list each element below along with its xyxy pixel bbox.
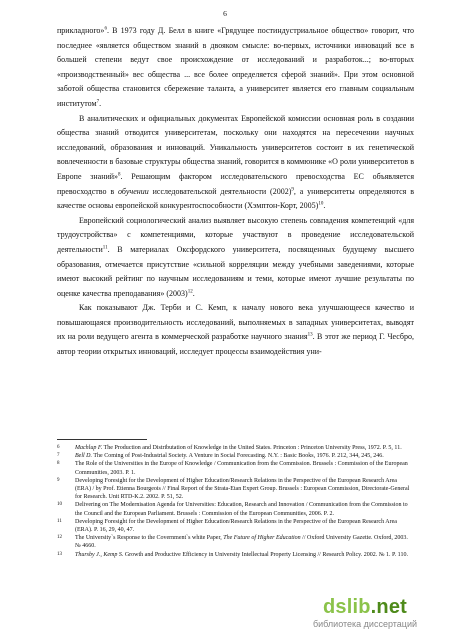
footnote-number: 8 xyxy=(57,461,60,467)
footnote-number: 6 xyxy=(57,445,60,450)
footnote-ref: 11 xyxy=(102,245,108,251)
footnote-text xyxy=(75,534,414,550)
text-run: Delivering on The Modernisation Agenda for Universities: Education, Research and Innovation / Communication from the Commission to the Council and the European Parliament. Brussels : Commission of the European Communities, 2006. P. 2. xyxy=(75,502,408,517)
page-number: 6 xyxy=(223,9,227,18)
footnote xyxy=(57,518,414,534)
footnote xyxy=(57,501,414,517)
text-run: исследовательской деятельности (2002) xyxy=(148,186,292,196)
paragraph xyxy=(57,112,414,214)
text-run: . xyxy=(192,288,195,298)
text-run: // Oxford University Gazette. Oxford, 2003. № 4660. xyxy=(75,535,408,550)
text-run: The Coming of Post-Industrial Society. A Venture in Social Forecasting. N.Y. : Basic Books, 1976. P. 212, 344, 245, 246. xyxy=(92,453,384,460)
italic-text: Machlup F. xyxy=(75,445,103,451)
text-run: The Production and Distributation of Knowledge in the United States. Princeton : Princeton University Press, 1972. P. 5, 11. xyxy=(102,445,402,451)
footnote xyxy=(57,534,414,550)
footnote-text xyxy=(75,452,414,460)
text-run: Developing Foresight for the Development of Higher Education/Research Relations in the Perspective of the European Research Area (ERA) / by Prof. Etienna Bourgeois // Final Report of the Strata-Etan Expert Group. Brussels : European Commission, Directorate-General for Research. Unit RTD-K.2. 2002. P. 51, 52. xyxy=(75,477,410,501)
footnote xyxy=(57,444,414,452)
footnote-ref: 10 xyxy=(318,201,324,207)
text-run: The University`s Response to the Covernment`s white Paper, xyxy=(75,535,224,542)
text-run: . Решающим фактором исследовательского превосходства ЕС объявляется превосходство в xyxy=(57,171,414,196)
text-run: . xyxy=(99,98,102,108)
paragraph xyxy=(57,24,414,112)
text-run: . В этот же период Г. Чесбро, автор теории открытых инноваций, исследует процессы взаимодействия уни- xyxy=(57,332,414,357)
text-run: Как показывают Дж. Терби и С. Кемп, к началу нового века улучшающееся качество и повышающаяся производительность исследований, выполняемых в западных университетах, выводят их на роли ведущего агента в коммерческой разработке научного знания xyxy=(57,303,414,342)
text-run: . В 1973 году Д. Белл в книге «Грядущее постиндустриальное общество» говорит, что последнее «является обществом знаний в двояком смысле: во-первых, источники инноваций все в большей степени ведут свое происхождение от исследований и разработок...; во-вторых «производственный» вес общества ... все более определяется сферой знаний». При этом основной заботой общества становится сбережение таланта, а университет является его главным социальным институтом xyxy=(57,26,414,108)
footnote-number: 9 xyxy=(57,477,60,483)
footnote xyxy=(57,551,414,559)
footnote-ref: 12 xyxy=(187,289,193,295)
paragraph xyxy=(57,214,414,302)
footnote-number: 7 xyxy=(57,453,60,459)
italic-text: Bell D. xyxy=(75,453,92,460)
text-run: В аналитических и официальных документах Европейской комиссии основная роль в создании общества знаний отводится университетам, поскольку они находятся на пересечении научных исследований, образования и инноваций. Уникальность университетов состоит в их генетической вовлеченности в базовые структуры общества знаний, говорится в коммюнике «О роли университетов в Европе знаний» xyxy=(57,113,414,181)
watermark-tagline: библиотека диссертаций xyxy=(312,619,417,629)
footnote-number: 11 xyxy=(57,518,62,524)
footnote-text xyxy=(75,477,414,502)
footnote-text xyxy=(75,518,414,534)
footnote-number: 10 xyxy=(57,502,62,508)
main-text xyxy=(57,24,414,360)
text-run: Европейский социологический анализ выявляет высокую степень совпадения компетенций «для трудоустройства» с компетенциями, которые участвуют в проведение исследовательской деятельности xyxy=(57,215,414,254)
italic-text: Thursby J., Kemp S. xyxy=(75,551,124,558)
footnote xyxy=(57,477,414,502)
text-run: . xyxy=(323,201,326,211)
site-watermark[interactable] xyxy=(290,597,440,629)
footnote-ref: 7 xyxy=(96,99,100,105)
footnote-ref: 6 xyxy=(104,26,107,32)
footnote xyxy=(57,460,414,476)
footnote-text xyxy=(75,551,414,559)
italic-text: обучении xyxy=(118,186,149,196)
footnote-ref: 13 xyxy=(307,332,313,338)
paragraph xyxy=(57,301,414,359)
text-run: , а университеты определяются в качестве основы европейской конкурентоспособности (Хэмптон-Корт, 2005) xyxy=(57,186,415,211)
text-run: The Role of the Universities in the Europe of Knowledge / Communication from the Commission. Brussels : Commission of the European Communities, 2003. P. 1. xyxy=(75,461,408,476)
footnote-number: 13 xyxy=(57,551,62,557)
text-run: прикладного» xyxy=(57,26,105,35)
footnote-text xyxy=(75,444,414,452)
footnote-text xyxy=(75,460,414,476)
footnote-number: 12 xyxy=(57,535,62,541)
text-run: Growth and Productive Efficiency in University Intellectual Property Licensing // Research Policy. 2002. № 1. P. 110. xyxy=(123,551,408,558)
dslib-logo: dslib.net xyxy=(322,596,408,618)
footnote-ref: 8 xyxy=(118,172,121,178)
text-run: . В материалах Оксфордского университета, посвященных будущему высшего образования, отмечается присутствие «сильной корреляции между учебными заведениями, которые имеют высокий рейтинг по научным исследованиям и теми, которые имеют лучшие результаты по оценке качества преподавания» (2003) xyxy=(57,244,414,298)
footnote xyxy=(57,452,414,460)
text-run: Developing Foresight for the Development of Higher Education/Research Relations in the Perspective of the European Research Area (ERA). P. 16, 29, 40, 47. xyxy=(75,518,397,534)
italic-text: The Future of Higher Education xyxy=(223,535,301,542)
footnote-divider xyxy=(57,439,147,440)
footnotes xyxy=(57,444,414,559)
footnote-ref: 9 xyxy=(291,186,294,192)
footnote-text xyxy=(75,501,414,517)
